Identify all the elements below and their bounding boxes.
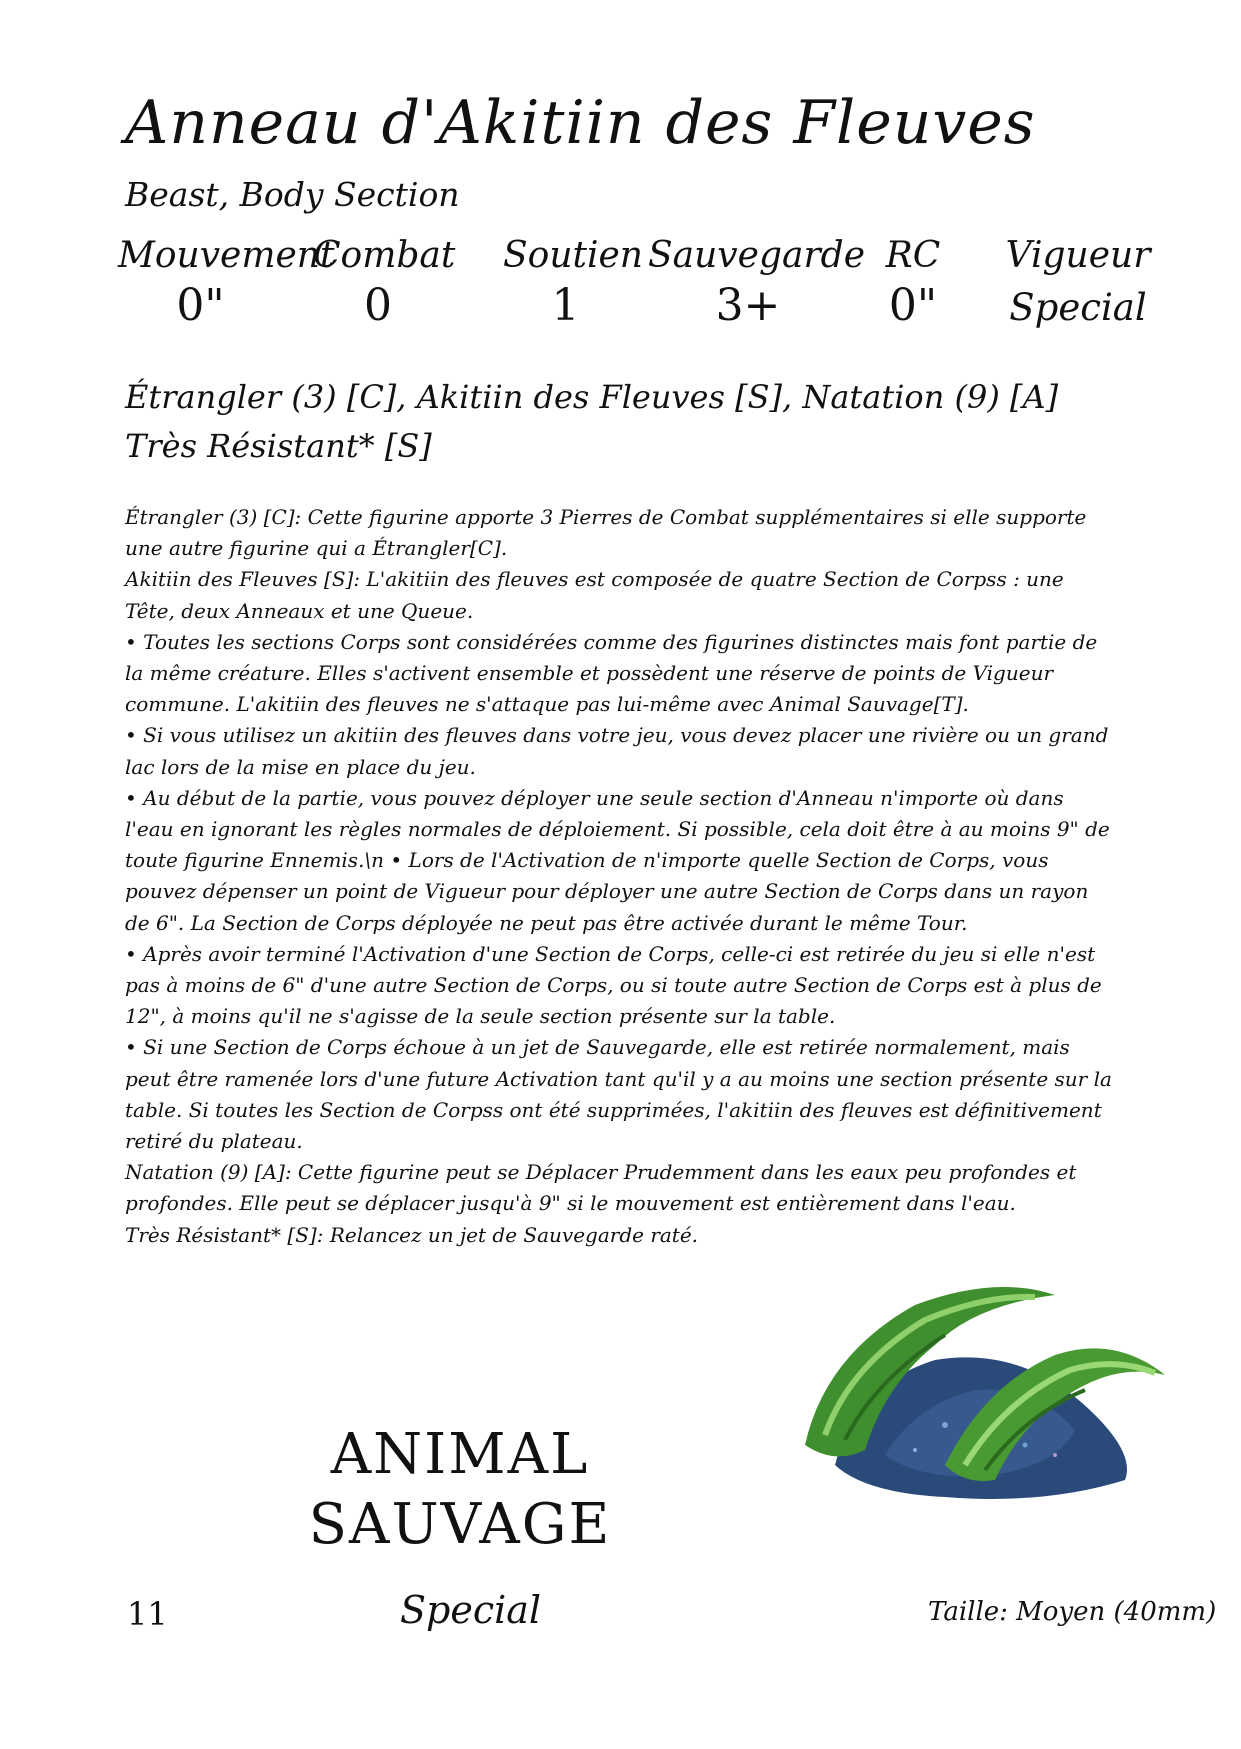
stat-value: 0 (364, 280, 392, 331)
stat-value: 0" (888, 280, 938, 331)
stat-value: 1 (551, 280, 580, 331)
card-title: Anneau d'Akitiin des Fleuves (125, 88, 1036, 158)
stat-label: Mouvement (118, 235, 335, 276)
rule-paragraph: • Au début de la partie, vous pouvez déployer une seule section d'Anneau n'importe où dans l'eau en ignorant les règles normales de déploiement. Si possible, cela doit être à au moins 9" de toute figurine Ennemis.\n • Lors de l'Activation de n'importe quelle Section de Corps, vous pouvez dépenser un point de Vigueur pour déployer une autre Section de Corps dans un rayon de 6". La Section de Corps déployée ne peut pas être activée durant le même Tour. (125, 785, 1110, 935)
keyword-list (125, 373, 1058, 471)
cost-value: Special (400, 1588, 542, 1632)
stat-rc (868, 235, 958, 331)
stat-sauvegarde (648, 235, 866, 331)
creature-type-line: SAUVAGE (308, 1492, 612, 1557)
stat-value: Special (1009, 286, 1147, 329)
stat-value: 3+ (715, 280, 781, 331)
stat-value: 0" (176, 280, 225, 331)
stat-vigueur (998, 235, 1158, 329)
stat-label: RC (885, 235, 941, 276)
size-label: Taille: Moyen (40mm) (928, 1597, 1217, 1627)
rule-paragraph: • Si vous utilisez un akitiin des fleuves dans votre jeu, vous devez placer une rivière ou un grand lac lors de la mise en place du jeu. (125, 723, 1109, 779)
keyword-line: Très Résistant* [S] (125, 427, 432, 465)
rule-paragraph: • Toutes les sections Corps sont considérées comme des figurines distinctes mais font partie de la même créature. Elles s'activent ensemble et possèdent une réserve de points de Vigueur commune. L'akitiin des fleuves ne s'attaque pas lui-même avec Animal Sauvage[T]. (125, 629, 1098, 717)
page-number: 11 (127, 1595, 168, 1633)
stat-mouvement (118, 235, 335, 331)
keyword-line: Étrangler (3) [C], Akitiin des Fleuves [S], Natation (9) [A] (125, 378, 1059, 416)
creature-type-line: ANIMAL (330, 1422, 590, 1487)
rule-paragraph: Natation (9) [A]: Cette figurine peut se Déplacer Prudemment dans les eaux peu profondes et profondes. Elle peut se déplacer jusqu'à 9" si le mouvement est entièrement dans l'eau. (125, 1160, 1077, 1216)
card-subtitle: Beast, Body Section (125, 175, 460, 214)
miniature-image (795, 1265, 1175, 1510)
rules-text (125, 502, 1115, 1251)
creature-type (280, 1420, 640, 1560)
rule-paragraph: Très Résistant* [S]: Relancez un jet de Sauvegarde raté. (125, 1222, 699, 1247)
rule-paragraph: Akitiin des Fleuves [S]: L'akitiin des fleuves est composée de quatre Section de Corpss : une Tête, deux Anneaux et une Queue. (125, 567, 1064, 623)
stat-label: Sauvegarde (648, 235, 866, 276)
rule-paragraph: • Si une Section de Corps échoue à un jet de Sauvegarde, elle est retirée normalement, mais peut être ramenée lors d'une future Activation tant qu'il y a au moins une section présente sur la table. Si toutes les Section de Corpss ont été supprimées, l'akitiin des fleuves est définitivement retiré du plateau. (125, 1035, 1112, 1154)
rule-paragraph: • Après avoir terminé l'Activation d'une Section de Corps, celle-ci est retirée du jeu si elle n'est pas à moins de 6" d'une autre Section de Corps, ou si toute autre Section de Corps est à plus de 12", à moins qu'il ne s'agisse de la seule section présente sur la table. (125, 941, 1102, 1029)
stat-soutien (503, 235, 643, 331)
stat-combat (313, 235, 456, 331)
rule-paragraph: Étrangler (3) [C]: Cette figurine apporte 3 Pierres de Combat supplémentaires si elle supporte une autre figurine qui a Étrangler[C]. (125, 505, 1087, 561)
stat-label: Soutien (503, 235, 643, 276)
stat-label: Vigueur (1005, 235, 1151, 276)
stat-label: Combat (313, 235, 456, 276)
